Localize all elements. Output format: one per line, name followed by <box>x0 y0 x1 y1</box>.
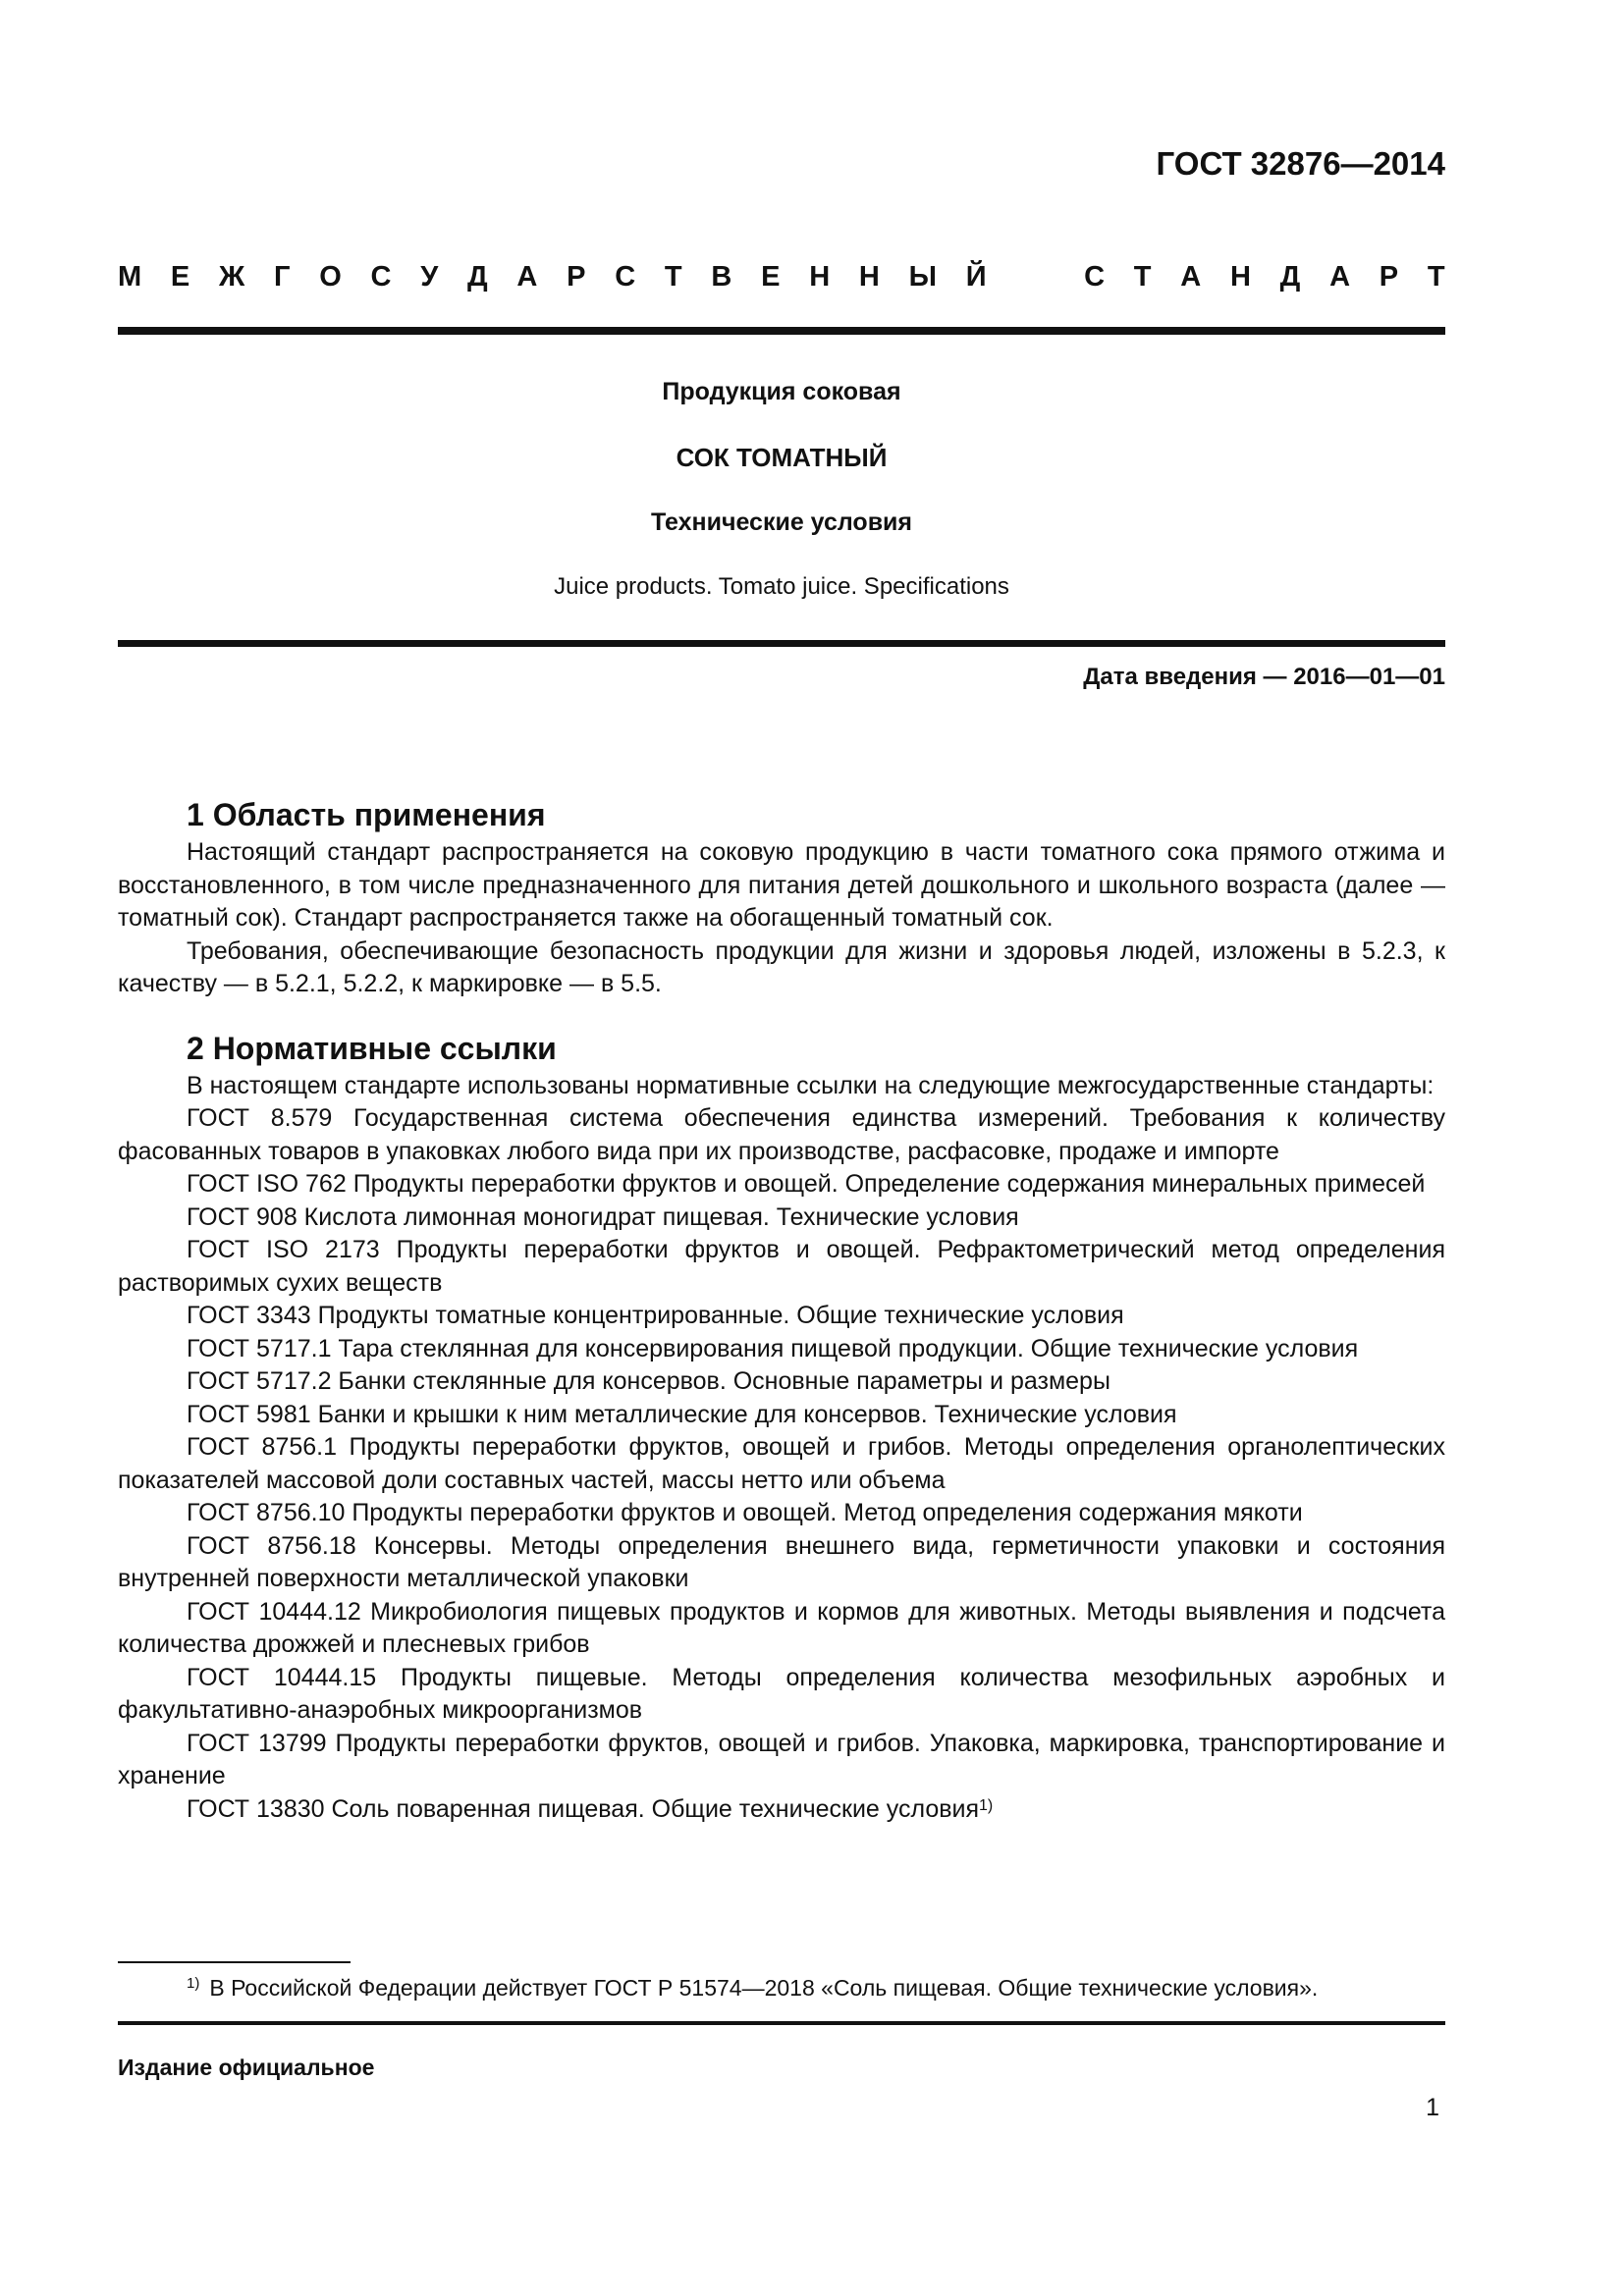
letter: Н <box>1229 260 1251 293</box>
letter: Н <box>858 260 880 293</box>
letter: О <box>319 260 342 293</box>
reference-item: ГОСТ 5717.2 Банки стеклянные для консервов. Основные параметры и размеры <box>187 1367 1110 1395</box>
letter: Т <box>664 260 682 293</box>
letter: Й <box>965 260 987 293</box>
letter: Е <box>170 260 190 293</box>
letter: Р <box>1379 260 1399 293</box>
letter: В <box>711 260 732 293</box>
paragraph: Требования, обеспечивающие безопасность продукции для жизни и здоровья людей, изложены в 5.2.3, к качеству — в 5.2.1, 5.2.2, к маркировке — в 5.5. <box>118 936 1445 997</box>
reference-item: ГОСТ 10444.12 Микробиология пищевых продуктов и кормов для животных. Методы выявления и подсчета количества дрожжей и плесневых грибов <box>118 1597 1445 1658</box>
product-name-title: СОК ТОМАТНЫЙ <box>676 443 888 472</box>
reference-text: ГОСТ 13830 Соль поваренная пищевая. Общие технические условия <box>187 1794 980 1823</box>
letter: С <box>1084 260 1106 293</box>
letter: Ж <box>219 260 245 293</box>
footnote-text: В Российской Федерации действует ГОСТ Р 51574—2018 «Соль пищевая. Общие технические условия». <box>209 1975 1319 2001</box>
document-subtitle: Технические условия <box>650 508 913 536</box>
letter: У <box>420 260 439 293</box>
paragraph: Настоящий стандарт распространяется на соковую продукцию в части томатного сока прямого отжима и восстановленного, в том числе предназначенного для питания детей дошкольного и школьного возраста (далее — томатный сок). Стандарт распространяется также на обогащенный томатный сок. <box>118 838 1445 932</box>
letter: Ы <box>908 260 937 293</box>
reference-item: ГОСТ ISO 762 Продукты переработки фруктов и овощей. Определение содержания минеральных примесей <box>187 1170 1426 1198</box>
reference-item: ГОСТ 5717.1 Тара стеклянная для консервирования пищевой продукции. Общие технические условия <box>187 1334 1359 1362</box>
interstate-standard-label <box>118 257 1445 296</box>
footnote-separator <box>118 1961 351 1963</box>
document-page <box>118 0 1445 2296</box>
document-body <box>118 793 1445 1826</box>
reference-item: ГОСТ 13799 Продукты переработки фруктов, овощей и грибов. Упаковка, маркировка, транспортирование и хранение <box>118 1729 1445 1789</box>
reference-item: ГОСТ 10444.15 Продукты пищевые. Методы определения количества мезофильных аэробных и факультативно-анаэробных микроорганизмов <box>118 1663 1445 1724</box>
paragraph: В настоящем стандарте использованы нормативные ссылки на следующие межгосударственные стандарты: <box>187 1071 1435 1099</box>
letter: Д <box>1279 260 1301 293</box>
letter: М <box>118 260 142 293</box>
letter: Т <box>1427 260 1445 293</box>
reference-item: ГОСТ 8756.10 Продукты переработки фруктов и овощей. Метод определения содержания мякоти <box>187 1499 1303 1526</box>
footnote <box>187 1973 1445 2002</box>
letter: Р <box>567 260 586 293</box>
letter: А <box>1329 260 1351 293</box>
introduction-date: Дата введения — 2016—01—01 <box>1083 664 1445 690</box>
footnote-marker[interactable]: 1) <box>979 1796 994 1814</box>
reference-item: ГОСТ 3343 Продукты томатные концентрированные. Общие технические условия <box>187 1302 1124 1329</box>
reference-item: ГОСТ 8756.1 Продукты переработки фруктов, овощей и грибов. Методы определения органолептических показателей массовой доли составных частей, массы нетто или объема <box>118 1433 1445 1494</box>
english-title: Juice products. Tomato juice. Specifications <box>554 573 1009 600</box>
reference-item: ГОСТ 908 Кислота лимонная моногидрат пищевая. Технические условия <box>187 1202 1019 1231</box>
section-heading: 1 Область применения <box>187 797 546 832</box>
official-edition-label: Издание официальное <box>118 2055 375 2080</box>
letter: А <box>1180 260 1202 293</box>
page-number: 1 <box>1426 2094 1439 2121</box>
section-heading: 2 Нормативные ссылки <box>187 1030 557 1066</box>
letter: С <box>615 260 636 293</box>
reference-item: ГОСТ 8.579 Государственная система обеспечения единства измерений. Требования к количеству фасованных товаров в упаковках любого вида при их производстве, расфасовке, продаже и импорте <box>118 1104 1445 1165</box>
footnote-mark: 1) <box>187 1975 200 1992</box>
top-divider <box>118 327 1445 335</box>
reference-item <box>118 1793 1445 1827</box>
product-group-title: Продукция соковая <box>662 378 901 405</box>
letter: Е <box>761 260 781 293</box>
letter: А <box>516 260 538 293</box>
letter: Д <box>467 260 488 293</box>
letter: Г <box>273 260 291 293</box>
title-divider <box>118 640 1445 647</box>
letter: Н <box>809 260 831 293</box>
reference-item: ГОСТ 5981 Банки и крышки к ним металлические для консервов. Технические условия <box>187 1400 1177 1428</box>
bottom-divider <box>118 2021 1445 2025</box>
reference-item: ГОСТ ISO 2173 Продукты переработки фруктов и овощей. Рефрактометрический метод определения растворимых сухих веществ <box>118 1236 1445 1297</box>
reference-item: ГОСТ 8756.18 Консервы. Методы определения внешнего вида, герметичности упаковки и состояния внутренней поверхности металлической упаковки <box>118 1531 1445 1592</box>
letter: Т <box>1133 260 1152 293</box>
letter: С <box>370 260 392 293</box>
standard-number: ГОСТ 32876—2014 <box>1156 145 1445 182</box>
